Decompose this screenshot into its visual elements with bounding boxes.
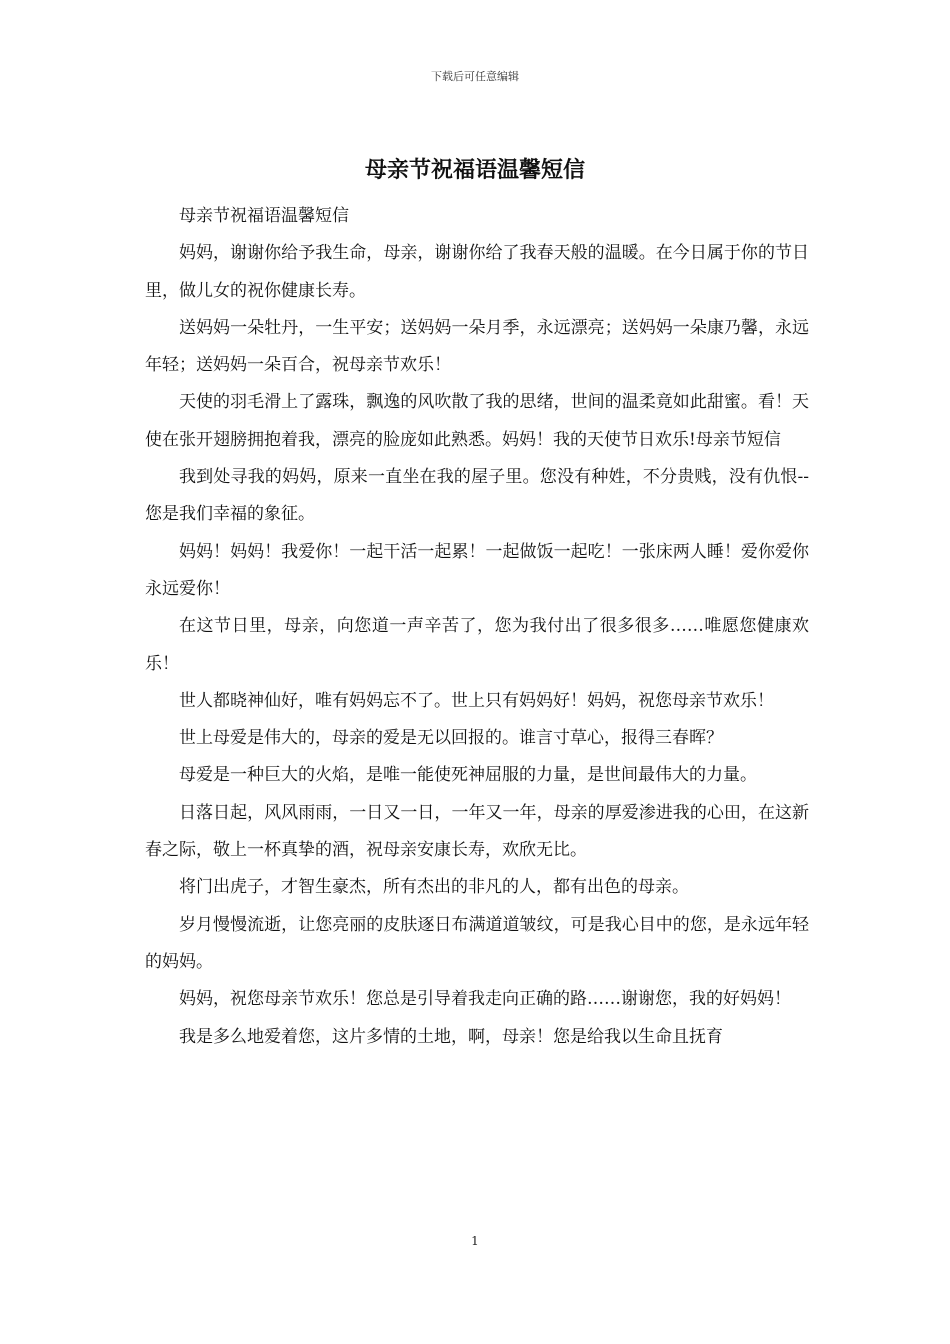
paragraph: 妈妈，祝您母亲节欢乐！您总是引导着我走向正确的路……谢谢您，我的好妈妈！ xyxy=(179,989,791,1010)
document-title: 母亲节祝福语温馨短信 xyxy=(364,157,585,183)
paragraph: 妈妈，谢谢你给予我生命，母亲，谢谢你给了我春天般的温暖。在今日属于你的节日里，做儿女的祝你健康长寿。 xyxy=(145,243,809,301)
document-body xyxy=(145,198,809,1056)
paragraph: 岁月慢慢流逝，让您亮丽的皮肤逐日布满道道皱纹，可是我心目中的您，是永远年轻的妈妈。 xyxy=(145,914,809,972)
paragraph: 天使的羽毛滑上了露珠，飘逸的风吹散了我的思绪，世间的温柔竟如此甜蜜。看！天使在张开翅膀拥抱着我，漂亮的脸庞如此熟悉。妈妈！我的天使节日欢乐!母亲节短信 xyxy=(145,392,809,450)
paragraph: 妈妈！妈妈！我爱你！一起干活一起累！一起做饭一起吃！一张床两人睡！爱你爱你永远爱你！ xyxy=(145,541,809,599)
paragraph: 我到处寻我的妈妈，原来一直坐在我的屋子里。您没有种姓，不分贵贱，没有仇恨--您是我们幸福的象征。 xyxy=(145,467,809,525)
paragraph: 日落日起，风风雨雨，一日又一日，一年又一年，母亲的厚爱渗进我的心田，在这新春之际，敬上一杯真挚的酒，祝母亲安康长寿，欢欣无比。 xyxy=(145,802,809,861)
paragraph: 世上母爱是伟大的，母亲的爱是无以回报的。谁言寸草心，报得三春晖？ xyxy=(179,728,723,749)
paragraph: 在这节日里，母亲，向您道一声辛苦了，您为我付出了很多很多……唯愿您健康欢乐！ xyxy=(145,616,809,674)
paragraph: 送妈妈一朵牡丹，一生平安；送妈妈一朵月季，永远漂亮；送妈妈一朵康乃馨，永远年轻；送妈妈一朵百合，祝母亲节欢乐！ xyxy=(145,317,809,376)
paragraph: 母爱是一种巨大的火焰，是唯一能使死神屈服的力量，是世间最伟大的力量。 xyxy=(179,765,757,786)
paragraph: 母亲节祝福语温馨短信 xyxy=(179,206,349,226)
paragraph: 将门出虎子，才智生豪杰，所有杰出的非凡的人，都有出色的母亲。 xyxy=(179,877,689,898)
paragraph: 我是多么地爱着您，这片多情的土地，啊，母亲！您是给我以生命且抚育 xyxy=(179,1026,723,1047)
page-number: 1 xyxy=(471,1234,479,1248)
paragraph: 世人都晓神仙好，唯有妈妈忘不了。世上只有妈妈好！妈妈，祝您母亲节欢乐！ xyxy=(179,690,774,711)
header-note: 下载后可任意编辑 xyxy=(431,70,519,83)
